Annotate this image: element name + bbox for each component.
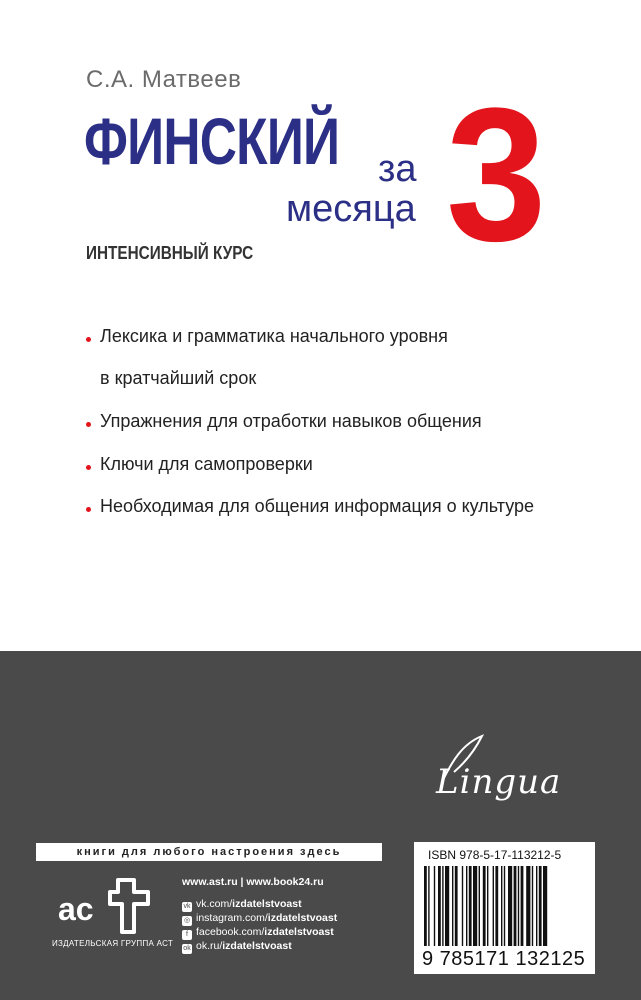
link-handle: izdatelstvoast bbox=[222, 940, 292, 952]
website-links[interactable]: www.ast.ru | www.book24.ru bbox=[182, 876, 324, 888]
link-prefix: ok.ru/ bbox=[196, 940, 223, 952]
facebook-icon: f bbox=[182, 930, 192, 940]
publisher-caption: ИЗДАТЕЛЬСКАЯ ГРУППА АСТ bbox=[52, 939, 174, 948]
social-link-vk[interactable] bbox=[182, 898, 302, 912]
link-prefix: vk.com/ bbox=[196, 898, 233, 910]
feature-text: Лексика и грамматика начального уровня bbox=[100, 326, 448, 346]
author-name: С.А. Матвеев bbox=[86, 66, 242, 93]
instagram-icon: ◎ bbox=[183, 917, 191, 924]
feature-text: в кратчайший срок bbox=[100, 368, 257, 388]
isbn-barcode-box bbox=[414, 842, 595, 974]
feature-text: Ключи для самопроверки bbox=[100, 454, 313, 474]
brand-logo-lingua: Lingua bbox=[436, 762, 562, 802]
feature-text: Необходимая для общения информация о культуре bbox=[100, 496, 535, 516]
barcode-digits: 9 785171 132125 bbox=[422, 948, 586, 970]
barcode-icon bbox=[422, 866, 587, 946]
social-link-instagram[interactable] bbox=[182, 912, 337, 926]
social-link-ok[interactable] bbox=[182, 940, 292, 954]
title-word-month: месяца bbox=[286, 188, 416, 230]
svg-text:ac: ac bbox=[58, 891, 94, 927]
vk-icon: vk bbox=[183, 903, 191, 910]
bullet-icon bbox=[86, 465, 91, 470]
tagline-bar: книги для любого настроения здесь bbox=[36, 843, 382, 861]
bullet-icon bbox=[86, 507, 91, 512]
social-link-facebook[interactable] bbox=[182, 926, 334, 940]
link-handle: izdatelstvoast bbox=[232, 898, 302, 910]
ok-icon: ok bbox=[183, 945, 191, 952]
link-prefix: facebook.com/ bbox=[196, 926, 265, 938]
title-word-za: за bbox=[378, 148, 417, 190]
link-handle: izdatelstvoast bbox=[264, 926, 334, 938]
book-subtitle: ИНТЕНСИВНЫЙ КУРС bbox=[86, 243, 254, 263]
ast-logo-icon bbox=[52, 870, 170, 940]
link-prefix: instagram.com/ bbox=[196, 912, 268, 924]
book-title: ФИНСКИЙ bbox=[84, 104, 340, 178]
title-number: 3 bbox=[446, 69, 547, 281]
bullet-icon bbox=[86, 337, 91, 342]
isbn-number: ISBN 978-5-17-113212-5 bbox=[428, 848, 562, 862]
bullet-icon bbox=[86, 422, 91, 427]
feature-text: Упражнения для отработки навыков общения bbox=[100, 411, 482, 431]
link-handle: izdatelstvoast bbox=[267, 912, 338, 924]
